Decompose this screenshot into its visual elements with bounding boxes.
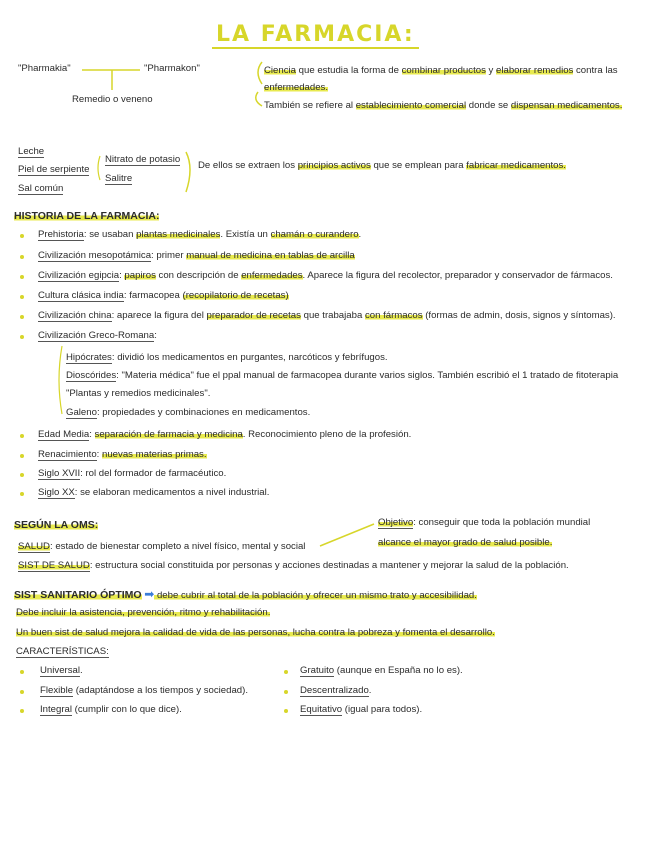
history-item: Siglo XX: se elaboran medicamentos a nivel industrial. [38, 487, 270, 498]
bullet [20, 234, 24, 238]
history-item: Edad Media: separación de farmacia y medicina. Reconocimiento pleno de la profesión. [38, 429, 412, 440]
bullet [20, 434, 24, 438]
etymology-meaning: Remedio o veneno [72, 94, 153, 105]
source-item: Sal común [18, 183, 64, 194]
history-item: Renacimiento: nuevas materias primas. [38, 449, 207, 460]
page-title: LA FARMACIA: [212, 22, 419, 49]
bullet [20, 454, 24, 458]
arrow-right-icon: ➡ [144, 587, 155, 601]
bullet [284, 690, 288, 694]
greco-item: Hipócrates: dividió los medicamentos en purgantes, narcóticos y febrífugos. [66, 352, 388, 363]
optimo-heading: SIST SANITARIO ÓPTIMO ➡ debe cubrir al total de la población y ofrecer un mismo trato y accesibilidad. [14, 587, 477, 601]
history-item: Civilización mesopotámica: primer manual de medicina en tablas de arcilla [38, 250, 355, 261]
greco-item: Galeno: propiedades y combinaciones en medicamentos. [66, 407, 311, 418]
oms-heading: SEGÚN LA OMS: [14, 519, 99, 531]
etymology-word-2: "Pharmakon" [144, 63, 200, 74]
oms-objective: Objetivo: conseguir que toda la población mundial [378, 517, 591, 528]
greco-item: Dioscórides: "Materia médica" fue el ppal manual de farmacopea durante varios siglos. También escribió el 1 tratado de fitoterapia [66, 370, 619, 381]
history-item: Cultura clásica india: farmacopea (recopilatorio de recetas) [38, 290, 289, 301]
definition-1-line-2: enfermedades. [264, 82, 328, 93]
bullet [20, 492, 24, 496]
caract-item: Universal. [40, 665, 83, 676]
bullet [20, 295, 24, 299]
history-item: Civilización egipcia: papiros con descripción de enfermedades. Aparece la figura del recolector, preparador y conservador de fármacos. [38, 270, 613, 281]
optimo-line-2: Debe incluir la asistencia, prevención, ritmo y rehabilitación. [16, 607, 271, 618]
caract-item: Gratuito (aunque en España no lo es). [300, 665, 463, 676]
definition-2: También se refiere al establecimiento comercial donde se dispensan medicamentos. [264, 100, 623, 111]
source-item: Piel de serpiente [18, 164, 90, 175]
bullet [20, 690, 24, 694]
history-item: Civilización china: aparece la figura del preparador de recetas que trabajaba con fármacos (formas de admin, dosis, signos y síntomas). [38, 310, 616, 321]
history-heading: HISTORIA DE LA FARMACIA: [14, 210, 160, 222]
optimo-line-3: Un buen sist de salud mejora la calidad de vida de las personas, lucha contra la pobreza y fomenta el desarrollo. [16, 627, 495, 638]
bullet [20, 315, 24, 319]
salud-definition: SALUD: estado de bienestar completo a nivel físico, mental y social [18, 541, 306, 552]
etymology-word-1: "Pharmakia" [18, 63, 71, 74]
definition-1: Ciencia que estudia la forma de combinar productos y elaborar remedios contra las [264, 65, 618, 76]
caracteristicas-heading: CARACTERÍSTICAS: [16, 646, 109, 657]
bullet [284, 670, 288, 674]
bullet [20, 670, 24, 674]
caract-item: Equitativo (igual para todos). [300, 704, 423, 715]
caract-item: Flexible (adaptándose a los tiempos y sociedad). [40, 685, 248, 696]
caract-item: Descentralizado. [300, 685, 372, 696]
sist-salud-definition: SIST DE SALUD: estructura social constituida por personas y acciones destinadas a mantener y mejorar la salud de la población. [18, 560, 569, 571]
bullet [20, 255, 24, 259]
history-item: Siglo XVII: rol del formador de farmacéutico. [38, 468, 227, 479]
bullet [20, 709, 24, 713]
sources-description: De ellos se extraen los principios activos que se emplean para fabricar medicamentos. [198, 160, 566, 171]
caract-item: Integral (cumplir con lo que dice). [40, 704, 182, 715]
bullet [20, 335, 24, 339]
source-item: Nitrato de potasio [105, 154, 181, 165]
bullet [20, 473, 24, 477]
source-item: Salitre [105, 173, 133, 184]
greco-item: "Plantas y remedios medicinales". [66, 388, 211, 399]
history-item: Civilización Greco-Romana: [38, 330, 157, 341]
bullet [284, 709, 288, 713]
history-item: Prehistoria: se usaban plantas medicinales. Existía un chamán o curandero. [38, 229, 362, 240]
oms-objective-line-2: alcance el mayor grado de salud posible. [378, 537, 553, 548]
bullet [20, 275, 24, 279]
source-item: Leche [18, 146, 45, 157]
